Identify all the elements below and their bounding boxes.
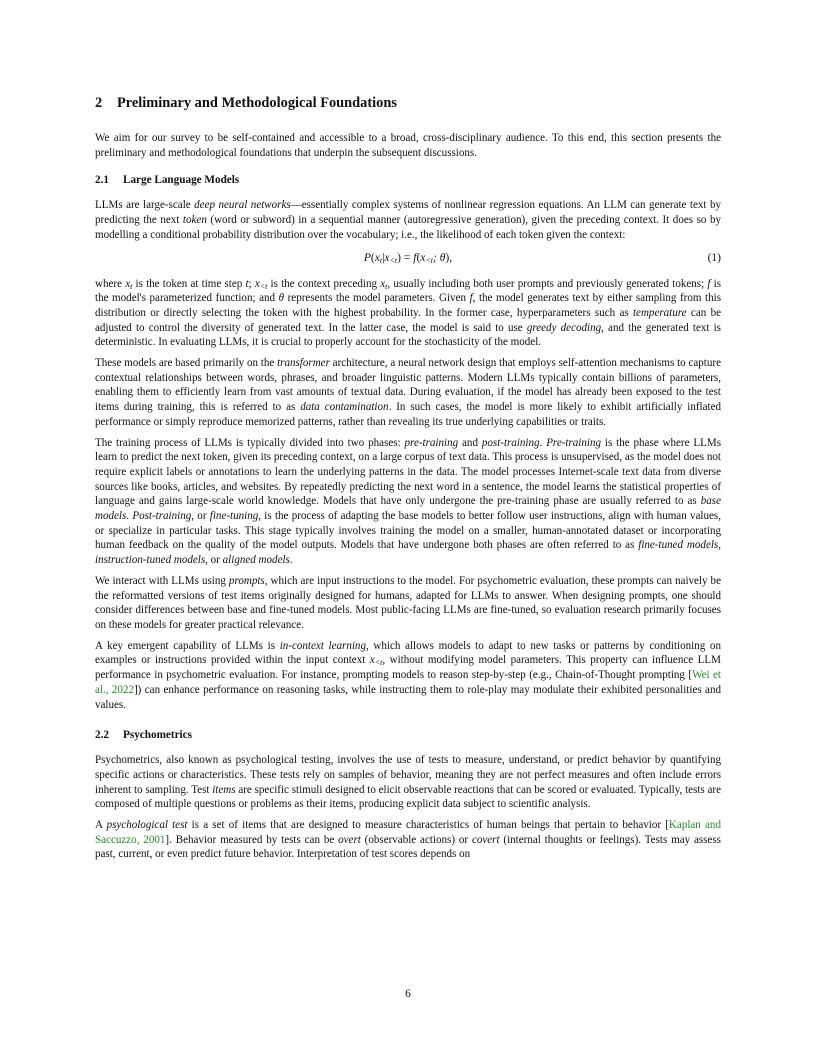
text: . xyxy=(539,436,547,449)
page-number: 6 xyxy=(405,988,411,1000)
text: . xyxy=(126,510,133,523)
emph: prompts xyxy=(228,574,265,587)
text: (internal thoughts or feelings). Tests may assess past, current, or even predict future behavior. Interpretation of test scores depends on xyxy=(95,833,721,861)
text: LLMs are large-scale xyxy=(95,199,195,212)
emph: Post-training xyxy=(132,510,192,523)
text: is the model's parameterized function; and xyxy=(95,277,721,305)
text: represents the model parameters. Given xyxy=(284,292,470,305)
text: Psychometrics, also known as psychological testing, involves the use of tests to measure, understand, or predict behavior by quantifying specific actions or characteristics. These tests rely on samples of behavior, meaning they are not perfect measures and often include errors inherent to sampling. Test xyxy=(95,754,721,796)
paragraph-training xyxy=(95,436,721,568)
intro-paragraph: We aim for our survey to be self-contained and accessible to a broad, cross-disciplinary audience. To this end, this section presents the preliminary and methodological foundations that underpin the subsequent discussions. xyxy=(95,132,721,159)
emph: aligned models xyxy=(222,554,290,567)
emph: fine-tuned models xyxy=(638,539,719,552)
emph: in-context learning xyxy=(279,639,366,652)
math: t xyxy=(245,277,249,290)
emph: data contamination xyxy=(300,401,389,414)
paragraph-prompts xyxy=(95,574,721,633)
emph: post-training xyxy=(481,436,540,449)
paragraph-psychometrics xyxy=(95,753,721,812)
emph: covert xyxy=(471,833,500,846)
text: . In such cases, the model is more likely to exhibit artificially inflated performance or simply reproduce memorized patterns, rather than revealing its true underlying capabilities or traits. xyxy=(95,401,722,428)
emph: token xyxy=(182,214,207,227)
text: ]) can enhance performance on reasoning tasks, while instructing them to role-play may modulate their exhibited personalities and values. xyxy=(95,683,721,711)
text: A xyxy=(95,819,107,832)
emph: deep neural networks xyxy=(194,199,291,212)
text: —essentially complex systems of nonlinear regression equations. An LLM can generate text by predicting the next xyxy=(95,199,722,227)
paper-page xyxy=(95,94,721,868)
subsection-title: Psychometrics xyxy=(123,729,192,742)
math: $x_t$ xyxy=(380,277,388,291)
text: , which are input instructions to the model. For psychometric evaluation, these prompts can naively be the reformatted versions of test items originally designed for humans, adapted for LLMs to answer. When designing prompts, one should consider differences between base and fine-tuned models. Most public-facing LLMs are fine-tuned, so evaluation research primarily focuses on these models for greater practical relevance. xyxy=(95,574,721,631)
emph: greedy decoding xyxy=(526,321,602,334)
emph: overt xyxy=(338,833,361,846)
math: $x_{<t}$ xyxy=(254,277,268,291)
paragraph-in-context-learning xyxy=(95,639,721,713)
emph: pre-training xyxy=(404,436,459,449)
paragraph-equation-explanation xyxy=(95,277,721,351)
text: (observable actions) or xyxy=(360,833,472,846)
text: , is the process of adapting the base models to better follow user instructions, align with human values, or specialize in particular tasks. This stage typically involves training the model on a smaller, human-annotated dataset or incorporating human feedback on the quality of the model outputs. Models that have undergone both phases are often referred to as xyxy=(95,510,721,552)
emph: instruction-tuned models xyxy=(95,554,206,567)
math: $x_{<t}$ xyxy=(369,654,383,668)
text: and xyxy=(458,436,482,449)
text: , xyxy=(718,539,721,552)
citation-link[interactable]: Kaplan and Saccuzzo, 2001 xyxy=(95,819,721,846)
text: ]. Behavior measured by tests can be xyxy=(165,833,339,846)
text: is the phase where LLMs learn to predict the next token, given its preceding context, on a large corpus of text data. This process is unsupervised, as the model does not require explicit labels or annotations to learn the underlying patterns in the data. The model processes Internet-scale text data from diverse sources like books, articles, and websites. By repeatedly predicting the next word in a sentence, the model learns the statistical properties of language and gains large-scale world knowledge. Models that have only undergone the pre-training phase are usually referred to as xyxy=(95,436,721,508)
equation-1 xyxy=(95,249,721,275)
text: , and the generated text is deterministic. In evaluating LLMs, it is crucial to properly account for the stochasticity of the model. xyxy=(95,321,721,349)
emph: psychological test xyxy=(106,819,188,832)
text: can be adjusted to control the diversity of generated text. In the latter case, the model is said to use xyxy=(95,306,721,334)
subsection-number: 2.1 xyxy=(95,174,109,187)
text: ; xyxy=(248,277,255,290)
emph: items xyxy=(212,783,236,796)
citation-link[interactable]: Wei et al., 2022 xyxy=(95,669,721,696)
text: where xyxy=(95,277,126,290)
text: is the context preceding xyxy=(267,277,381,290)
math: θ xyxy=(278,292,285,305)
text: , or xyxy=(205,554,223,567)
emph: fine-tuning xyxy=(209,510,259,523)
text: These models are based primarily on the xyxy=(95,357,278,370)
math: f xyxy=(707,277,711,290)
text: We interact with LLMs using xyxy=(95,574,229,587)
section-heading xyxy=(95,94,721,112)
emph: temperature xyxy=(632,306,687,319)
text: is the token at time step xyxy=(132,277,246,290)
text: , the model generates text by either sampling from this distribution or directly selecting the token with the highest probability. In the former case, hyperparameters such as xyxy=(95,292,722,319)
emph: transformer xyxy=(277,357,330,370)
equation-body: $P(x_t|x_{<t}) = f(x_{<t}$; θ), xyxy=(363,251,453,265)
emph: base models xyxy=(95,495,721,523)
math: $x_t$ xyxy=(125,277,133,291)
text: , which allows models to adapt to new tasks or patterns by conditioning on examples or instructions provided within the input context xyxy=(95,639,721,667)
text: The training process of LLMs is typically divided into two phases: xyxy=(95,436,405,449)
paragraph-llm-definition xyxy=(95,198,721,242)
subsection-heading-psychometrics xyxy=(95,728,721,742)
text: , without modifying model parameters. This property can influence LLM performance in psychometric evaluation. For instance, prompting models to reason step-by-step (e.g., Chain-of-Thought prompting [ xyxy=(95,654,721,682)
text: , or xyxy=(191,510,210,523)
text: is a set of items that are designed to measure characteristics of human beings that pertain to behavior [ xyxy=(187,819,669,832)
equation-number: (1) xyxy=(707,251,721,264)
math: f xyxy=(469,292,473,305)
section-number: 2 xyxy=(95,95,103,111)
paragraph-transformer xyxy=(95,356,721,430)
subsection-number: 2.2 xyxy=(95,729,109,742)
text: , usually including both user prompts and previously generated tokens; xyxy=(387,277,708,290)
text: A key emergent capability of LLMs is xyxy=(95,639,280,652)
text: (word or subword) in a sequential manner (autoregressive generation), given the preceding context. It does so by modelling a conditional probability distribution over the vocabulary; i.e., the likelihood of each token given the context: xyxy=(95,214,721,241)
subsection-title: Large Language Models xyxy=(123,174,240,187)
subsection-heading-llm xyxy=(95,173,721,187)
text: are specific stimuli designed to elicit observable reactions that can be scored or evaluated. Typically, tests are composed of multiple questions or problems as their items, producing explicit data subject to scientific analysis. xyxy=(95,783,721,811)
emph: Pre-training xyxy=(546,436,602,449)
text: . xyxy=(289,554,293,567)
text: architecture, a neural network design that employs self-attention mechanisms to capture contextual relationships between words, phrases, and broader linguistic patterns. Modern LLMs typically contain billions of parameters, enabling them to efficiently learn from vast amounts of textual data. During evaluation, if the model has already been exposed to the test items during training, this is referred to as xyxy=(95,357,721,414)
section-title: Preliminary and Methodological Foundations xyxy=(117,95,397,111)
paragraph-psychological-test xyxy=(95,818,721,862)
